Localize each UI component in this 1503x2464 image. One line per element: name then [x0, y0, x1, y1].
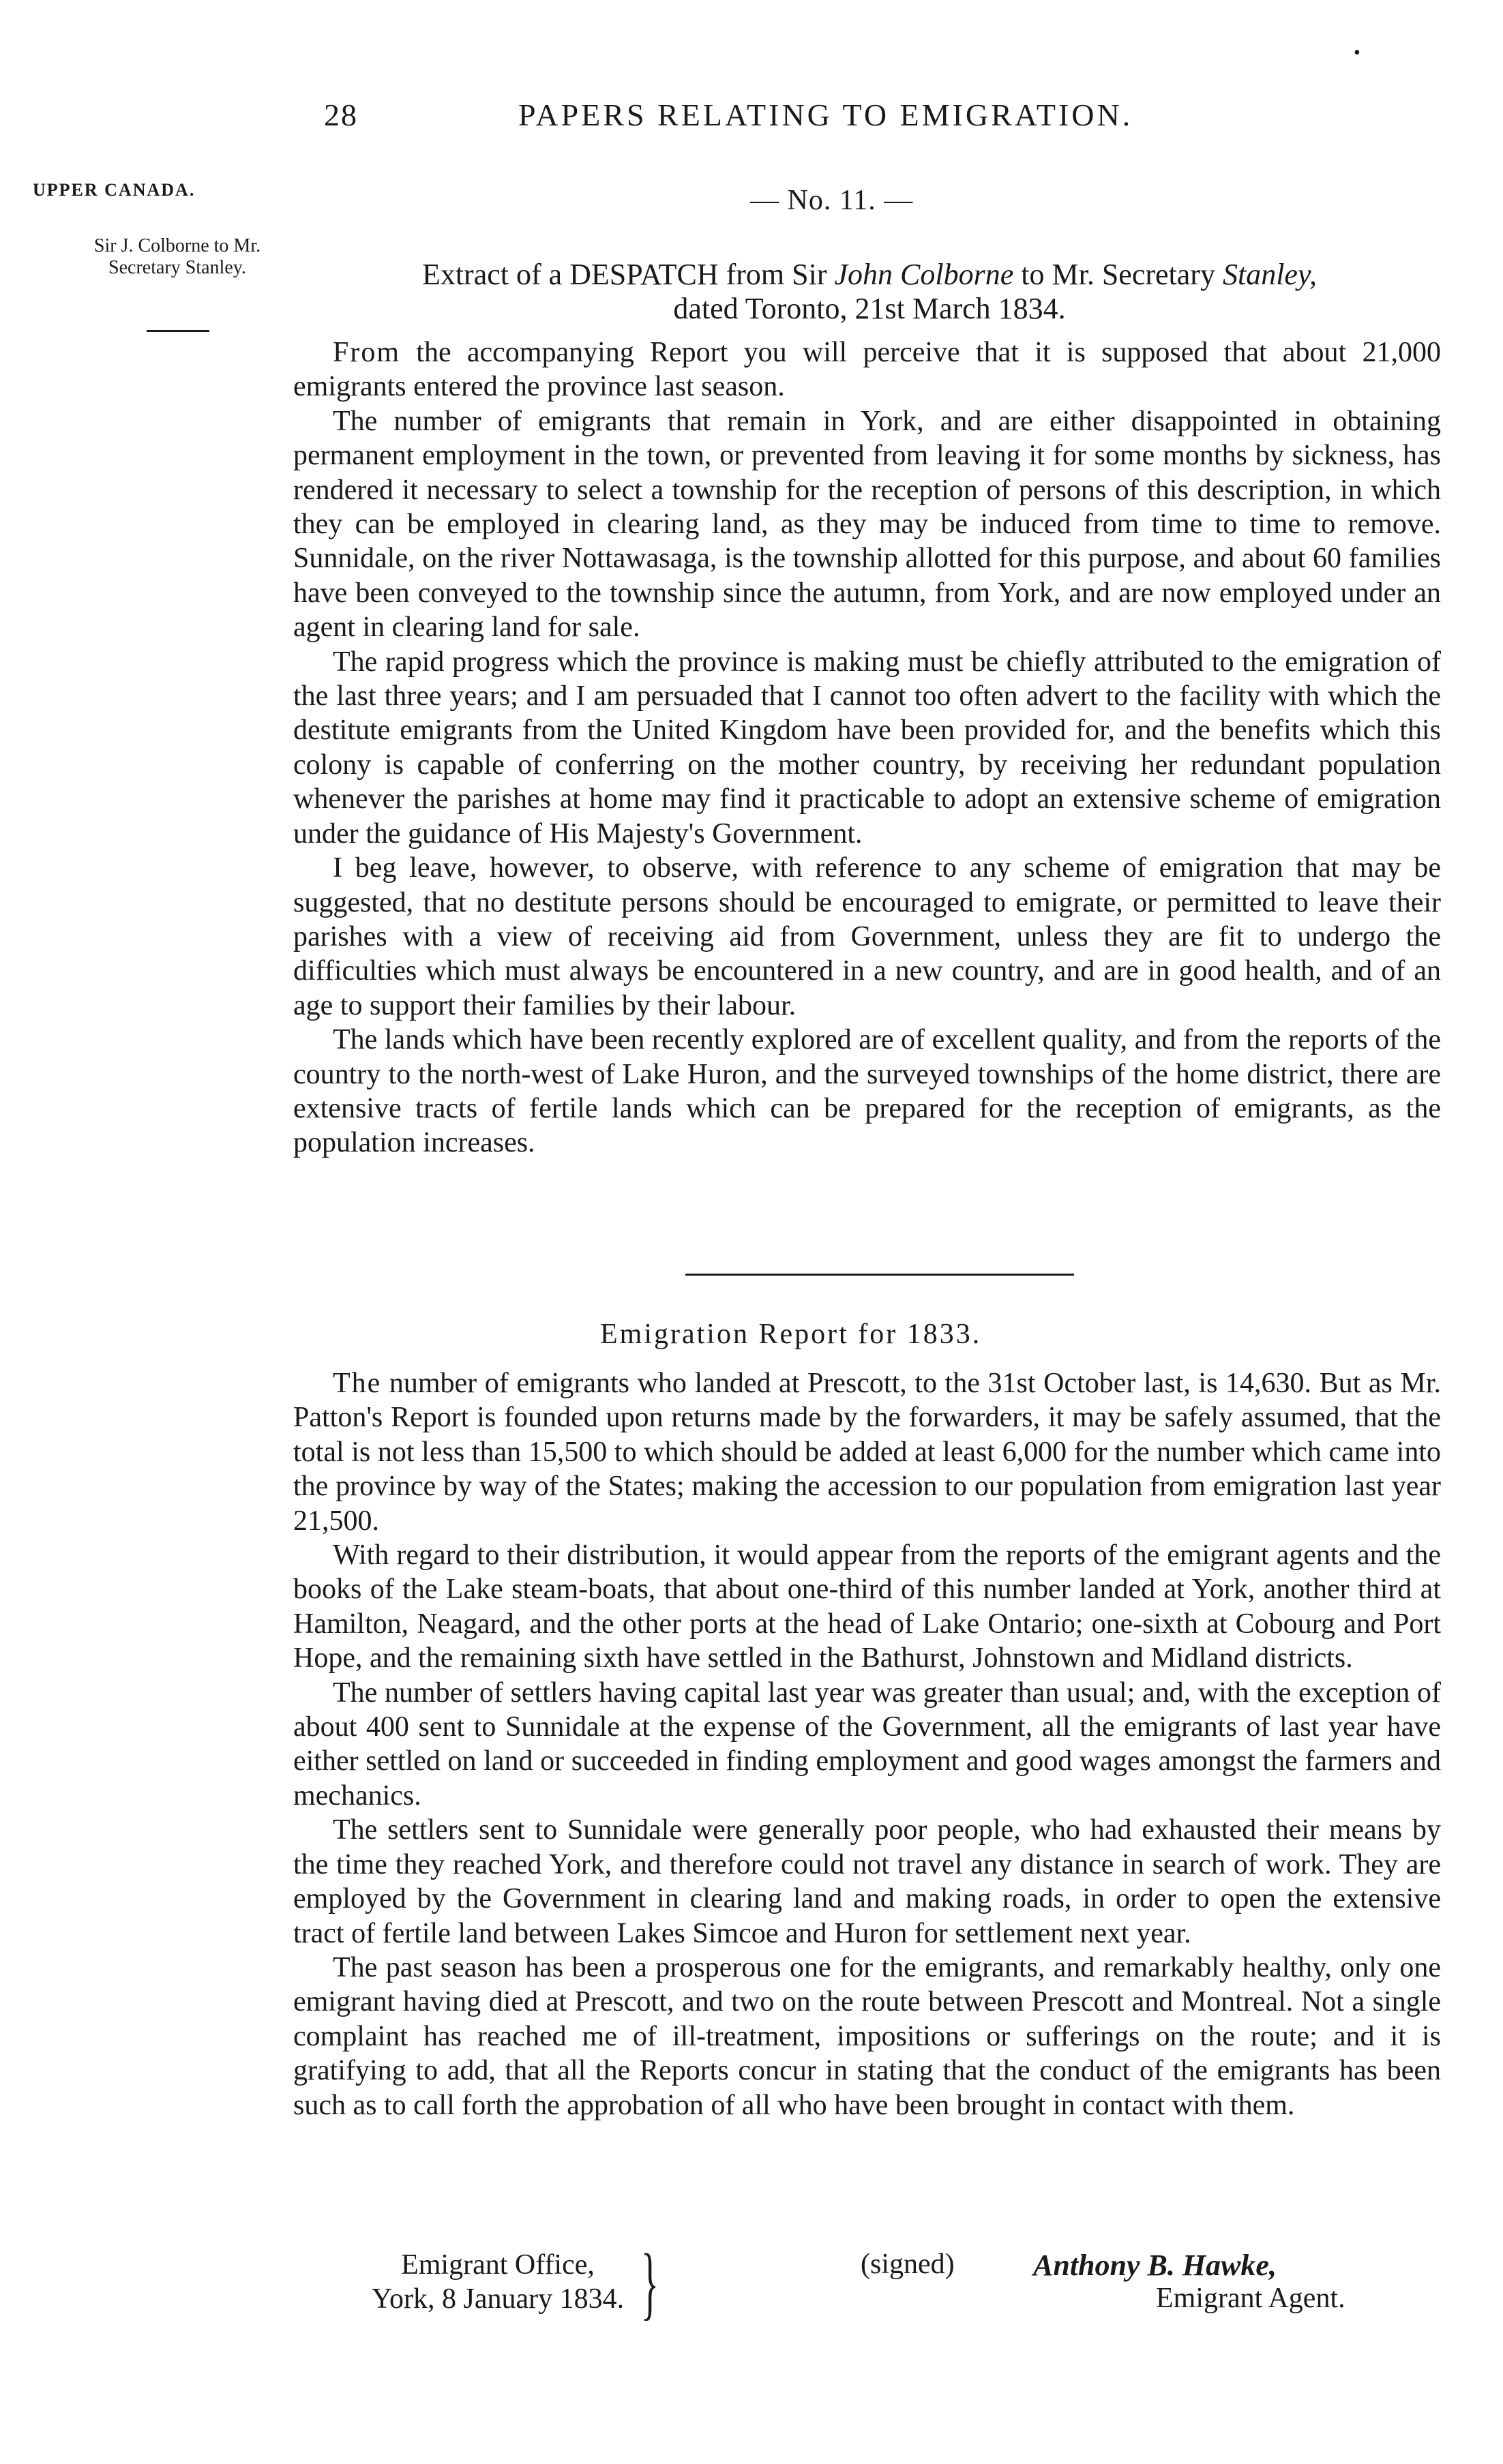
paragraph-text: With regard to their distribution, it would appear from the reports of the emigrant agents and the books of the Lake steam-boats, that about one-third of this number landed at York, another third at Hamilton, Neagard, and the other ports at the head of Lake Ontario; one-sixth at Cobourg and Port Hope, and the remaining sixth have settled in the Bathurst, Johnstown and Midland districts.	[293, 1539, 1441, 1674]
signatory-title: Emigrant Agent.	[1156, 2283, 1345, 2314]
despatch-body	[293, 335, 1441, 1160]
paragraph-text: The settlers sent to Sunnidale were generally poor people, who had exhausted their means by the time they reached York, and therefore could not travel any distance in search of work. They are employed by the Government in clearing land and making roads, in order to open the extensive tract of fertile land between Lakes Simcoe and Huron for settlement next year.	[293, 1814, 1441, 1949]
paragraph-text: the accompanying Report you will perceive that it is supposed that about 21,000 emigrants entered the province last season.	[293, 337, 1441, 403]
despatch-heading	[310, 258, 1429, 326]
report-paragraph	[293, 1951, 1441, 2122]
despatch-paragraph	[293, 645, 1441, 851]
paragraph-lead: The	[333, 1368, 382, 1399]
heading-sender: John Colborne	[834, 258, 1014, 291]
despatch-heading-line-1	[310, 258, 1429, 292]
despatch-paragraph	[293, 335, 1441, 404]
signatory-name: Anthony B. Hawke,	[1033, 2249, 1277, 2282]
heading-recipient: Stanley,	[1222, 258, 1318, 291]
heading-text-mid: to Mr. Secretary	[1013, 258, 1223, 291]
paragraph-text: number of emigrants who landed at Prescott, to the 31st October last, is 14,630. But as Mr. Patton's Report is founded upon returns made by the forwarders, it may be safely assumed, that the total is not less than 15,500 to which should be added at least 6,000 for the number which came into the province by way of the States; making the accession to our population from emigration last year 21,500.	[293, 1368, 1441, 1537]
despatch-paragraph	[293, 1023, 1441, 1160]
section-divider	[685, 1274, 1074, 1276]
despatch-number: — No. 11. —	[750, 185, 914, 216]
paragraph-text: The rapid progress which the province is making must be chiefly attributed to the emigration of the last three years; and I am persuaded that I cannot too often advert to the facility with which the destitute emigrants from the United Kingdom have been provided for, and the benefits which this colony is capable of conferring on the mother country, by receiving her redundant population whenever the parishes at home may find it practicable to adopt an extensive scheme of emigration under the guidance of His Majesty's Government.	[293, 646, 1441, 850]
office-line-2: York, 8 January 1834.	[371, 2283, 625, 2315]
heading-text-pre: Extract of a DESPATCH from Sir	[421, 258, 835, 291]
paragraph-lead: From	[333, 337, 401, 368]
paragraph-text: The number of emigrants that remain in York, and are either disappointed in obtaining permanent employment in the town, or prevented from leaving it for some months by sickness, has rendered it necessary to select a township for the reception of persons of this description, in which they can be employed in clearing land, as they may be induced from time to time to remove. Sunnidale, on the river Nottawasaga, is the township allotted for this purpose, and about 60 families have been conveyed to the township since the autumn, from York, and are now employed under an agent in clearing land for sale.	[293, 405, 1441, 644]
paragraph-text: I beg leave, however, to observe, with reference to any scheme of emigration that may be suggested, that no destitute persons should be encouraged to emigrate, or permitted to leave their parishes with a view of receiving aid from Government, unless they are fit to undergo the difficulties which must always be encountered in a new country, and are in good health, and of an age to support their families by their labour.	[293, 852, 1441, 1021]
brace-icon: }	[641, 2237, 659, 2328]
paragraph-text: The number of settlers having capital last year was greater than usual; and, with the exception of about 400 sent to Sunnidale at the expense of the Government, all the emigrants of last year have either settled on land or succeeded in finding employment and good wages amongst the farmers and mechanics.	[293, 1677, 1441, 1812]
paragraph-text: The lands which have been recently explored are of excellent quality, and from the reports of the country to the north-west of Lake Huron, and the surveyed townships of the home district, there are extensive tracts of fertile lands which can be prepared for the reception of emigrants, as the population increases.	[293, 1024, 1441, 1159]
report-paragraph	[293, 1366, 1441, 1538]
despatch-paragraph	[293, 851, 1441, 1023]
margin-divider	[147, 330, 209, 332]
signed-label: (signed)	[861, 2249, 955, 2280]
report-paragraph	[293, 1676, 1441, 1814]
paragraph-text: The past season has been a prosperous one for the emigrants, and remarkably healthy, only one emigrant having died at Prescott, and two on the route between Prescott and Montreal. Not a single complaint has reached me of ill-treatment, impositions or sufferings on the route; and it is gratifying to add, that all the Reports concur in stating that the conduct of the emigrants has been such as to call forth the approbation of all who have been brought in contact with them.	[293, 1951, 1441, 2121]
report-paragraph	[293, 1538, 1441, 1676]
running-title: PAPERS RELATING TO EMIGRATION.	[518, 97, 1133, 132]
report-paragraph	[293, 1813, 1441, 1951]
page-number: 28	[324, 97, 358, 132]
despatch-paragraph	[293, 404, 1441, 645]
office-line-1: Emigrant Office,	[401, 2249, 595, 2281]
margin-note: Sir J. Colborne to Mr. Secretary Stanley.	[93, 235, 261, 278]
despatch-heading-line-2: dated Toronto, 21st March 1834.	[673, 292, 1066, 325]
margin-region-label: UPPER CANADA.	[33, 180, 196, 200]
page-speck: •	[1354, 42, 1360, 63]
signature-office	[341, 2248, 655, 2316]
report-title: Emigration Report for 1833.	[600, 1319, 982, 1350]
report-body	[293, 1366, 1441, 2122]
